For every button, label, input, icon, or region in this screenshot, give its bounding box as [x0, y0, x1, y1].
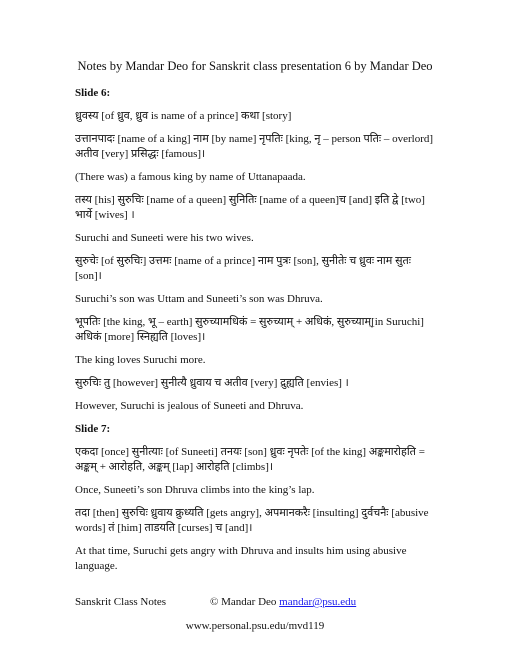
slide-6-paragraph: उत्तानपादः [name of a king] नाम [by name] नृपतिः [king, नृ – person पतिः – overlord] अतीव [very] प्रसिद्धः [famous]। — [75, 133, 434, 160]
slide-6-paragraph: (There was) a famous king by name of Uttanapaada. — [75, 171, 306, 183]
slide-6-paragraph: The king loves Suruchi more. — [75, 354, 206, 366]
slide-7-paragraph: एकदा [once] सुनीत्याः [of Suneeti] तनयः [son] ध्रुवः नृपतेः [of the king] अङ्कमारोहति = अङ्कम् + आरोहति, अङ्कम् [lap] आरोहति [climbs]। — [75, 446, 425, 473]
slide-6-paragraph: However, Suruchi is jealous of Suneeti and Dhruva. — [75, 400, 304, 412]
slide-6-heading: Slide 6: — [75, 87, 111, 99]
slide-7-paragraph: Once, Suneeti’s son Dhruva climbs into the king’s lap. — [75, 484, 315, 496]
footer-course-label: Sanskrit Class Notes — [75, 596, 167, 608]
slide-7-paragraph: At that time, Suruchi gets angry with Dhruva and insults him using abusive language. — [75, 545, 407, 572]
footer-url: www.personal.psu.edu/mvd119 — [185, 620, 325, 632]
footer-email-link[interactable]: mandar@psu.edu — [279, 596, 357, 608]
slide-7-paragraph: तदा [then] सुरुचिः ध्रुवाय क्रुध्यति [gets angry], अपमानकरैः [insulting] दुर्वचनैः [abusive words] तं [him] ताडयति [curses] च [and]। — [75, 507, 429, 534]
slide-6-paragraph: ध्रुवस्य [of ध्रुव, ध्रुव is name of a prince] कथा [story] — [75, 110, 292, 122]
slide-6-paragraph: सुरुचेः [of सुरुचिः] उत्तमः [name of a prince] नाम पुत्रः [son], सुनीतेः च ध्रुवः नाम सुतः [son]। — [75, 255, 411, 282]
slide-6-paragraph: Suruchi and Suneeti were his two wives. — [75, 232, 254, 244]
footer — [75, 595, 435, 610]
page-title: Notes by Mandar Deo for Sanskrit class presentation 6 by Mandar Deo — [77, 59, 433, 73]
slide-6-paragraph: भूपतिः [the king, भू – earth] सुरुच्यामधिकं = सुरुच्याम् + अधिकं, सुरुच्याम्[in Suruchi] अधिकं [more] स्निह्यति [loves]। — [75, 316, 424, 343]
slide-6-paragraph: Suruchi’s son was Uttam and Suneeti’s son was Dhruva. — [75, 293, 323, 305]
notes-body — [75, 86, 435, 582]
footer-credit — [210, 595, 356, 610]
footer-copyright: © Mandar Deo — [210, 596, 277, 608]
slide-7-heading: Slide 7: — [75, 423, 111, 435]
slide-6-paragraph: तस्य [his] सुरुचिः [name of a queen] सुनितिः [name of a queen]च [and] इति द्वे [two] भार्ये [wives] । — [75, 194, 425, 221]
slide-6-paragraph: सुरुचिः तु [however] सुनीत्यै ध्रुवाय च अतीव [very] द्रुह्यति [envies] । — [75, 377, 349, 389]
